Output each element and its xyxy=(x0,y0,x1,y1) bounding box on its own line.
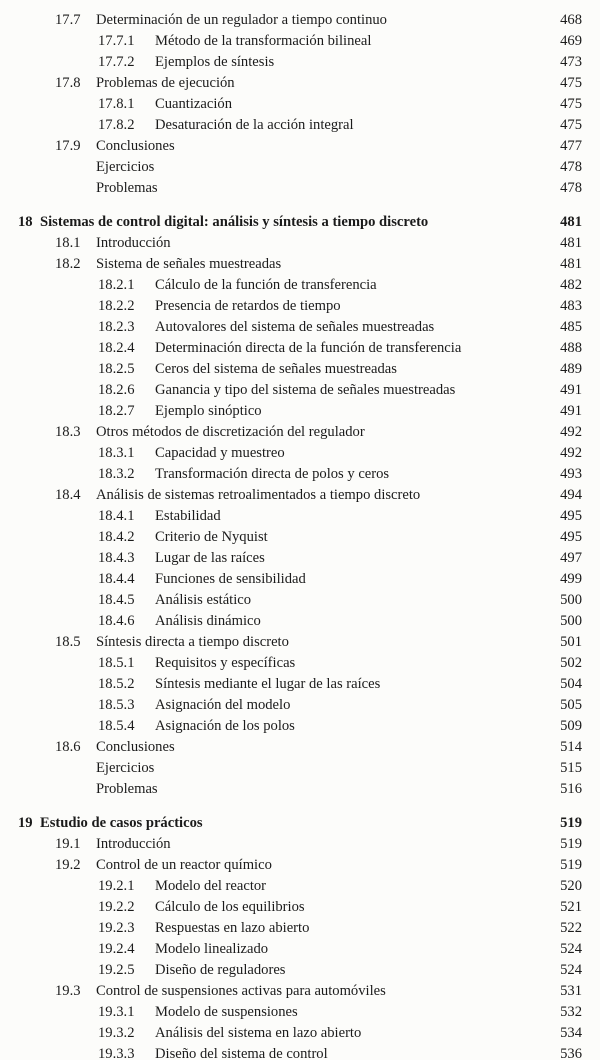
toc-entry xyxy=(18,233,582,254)
entry-number: 19.2.2 xyxy=(98,899,135,915)
entry-page: 524 xyxy=(560,962,582,978)
entry-number: 18.5.2 xyxy=(98,676,135,692)
entry-number: 18.2.6 xyxy=(98,382,135,398)
toc-entry xyxy=(18,653,582,674)
entry-page: 516 xyxy=(560,781,582,797)
toc-entry xyxy=(18,855,582,876)
entry-number: 18.2.4 xyxy=(98,340,135,356)
toc-entry xyxy=(18,611,582,632)
toc-entry xyxy=(18,254,582,275)
entry-page: 481 xyxy=(560,256,582,272)
toc-entry xyxy=(18,73,582,94)
entry-title: Estabilidad xyxy=(155,508,221,524)
entry-page: 514 xyxy=(560,739,582,755)
entry-page: 505 xyxy=(560,697,582,713)
entry-number: 17.8.1 xyxy=(98,96,135,112)
entry-title: Cálculo de la función de transferencia xyxy=(155,277,377,293)
entry-number: 19.3.2 xyxy=(98,1025,135,1041)
entry-title: Cálculo de los equilibrios xyxy=(155,899,305,915)
entry-page: 500 xyxy=(560,613,582,629)
toc-entry xyxy=(18,918,582,939)
entry-number: 18.4.5 xyxy=(98,592,135,608)
entry-title: Conclusiones xyxy=(96,739,175,755)
entry-number: 18.5.1 xyxy=(98,655,135,671)
toc-entry xyxy=(18,779,582,800)
toc-entry xyxy=(18,758,582,779)
toc-entry xyxy=(18,1023,582,1044)
entry-title: Problemas xyxy=(96,781,158,797)
entry-title: Control de un reactor químico xyxy=(96,857,272,873)
entry-page: 522 xyxy=(560,920,582,936)
entry-page: 475 xyxy=(560,117,582,133)
entry-title: Ejercicios xyxy=(96,159,155,175)
entry-page: 524 xyxy=(560,941,582,957)
entry-page: 491 xyxy=(560,382,582,398)
entry-page: 481 xyxy=(560,235,582,251)
toc-entry xyxy=(18,527,582,548)
toc-entry xyxy=(18,157,582,178)
toc-entry xyxy=(18,275,582,296)
entry-page: 495 xyxy=(560,529,582,545)
entry-page: 473 xyxy=(560,54,582,70)
entry-number: 18.3.1 xyxy=(98,445,135,461)
toc-entry xyxy=(18,981,582,1002)
entry-page: 489 xyxy=(560,361,582,377)
entry-page: 504 xyxy=(560,676,582,692)
toc-entry xyxy=(18,380,582,401)
toc-entry xyxy=(18,136,582,157)
entry-number: 18.5.4 xyxy=(98,718,135,734)
entry-number: 17.9 xyxy=(55,138,81,154)
entry-title: Análisis de sistemas retroalimentados a tiempo discreto xyxy=(96,487,421,503)
entry-number: 18.6 xyxy=(55,739,81,755)
table-of-contents xyxy=(18,10,582,1060)
entry-number: 18.3 xyxy=(55,424,81,440)
entry-number: 19.2.4 xyxy=(98,941,135,957)
entry-number: 18.4 xyxy=(55,487,81,503)
entry-page: 520 xyxy=(560,878,582,894)
entry-title: Método de la transformación bilineal xyxy=(155,33,372,49)
toc-entry xyxy=(18,296,582,317)
toc-entry xyxy=(18,876,582,897)
entry-title: Síntesis directa a tiempo discreto xyxy=(96,634,289,650)
entry-title: Determinación de un regulador a tiempo continuo xyxy=(96,12,387,28)
entry-title: Análisis del sistema en lazo abierto xyxy=(155,1025,362,1041)
entry-title: Ejercicios xyxy=(96,760,155,776)
entry-number: 18.2.2 xyxy=(98,298,135,314)
toc-entry xyxy=(18,464,582,485)
entry-number: 18.4.6 xyxy=(98,613,135,629)
entry-number: 19.2.1 xyxy=(98,878,135,894)
entry-title: Problemas de ejecución xyxy=(96,75,235,91)
entry-title: Asignación de los polos xyxy=(155,718,295,734)
entry-page: 519 xyxy=(560,815,582,831)
entry-page: 521 xyxy=(560,899,582,915)
entry-page: 478 xyxy=(560,159,582,175)
entry-title: Ejemplos de síntesis xyxy=(155,54,275,70)
entry-page: 477 xyxy=(560,138,582,154)
toc-entry xyxy=(18,422,582,443)
entry-title: Determinación directa de la función de transferencia xyxy=(155,340,462,356)
entry-number: 18.4.2 xyxy=(98,529,135,545)
entry-number: 19.2.5 xyxy=(98,962,135,978)
entry-number: 17.8 xyxy=(55,75,81,91)
entry-page: 536 xyxy=(560,1046,582,1060)
entry-page: 509 xyxy=(560,718,582,734)
entry-page: 478 xyxy=(560,180,582,196)
toc-entry xyxy=(18,401,582,422)
entry-title: Desaturación de la acción integral xyxy=(155,117,354,133)
entry-title: Conclusiones xyxy=(96,138,175,154)
entry-page: 491 xyxy=(560,403,582,419)
toc-entry xyxy=(18,10,582,31)
entry-page: 534 xyxy=(560,1025,582,1041)
entry-page: 475 xyxy=(560,75,582,91)
entry-page: 495 xyxy=(560,508,582,524)
entry-title: Asignación del modelo xyxy=(155,697,291,713)
entry-title: Síntesis mediante el lugar de las raíces xyxy=(155,676,381,692)
entry-page: 492 xyxy=(560,424,582,440)
toc-entry xyxy=(18,813,582,834)
entry-number: 18.3.2 xyxy=(98,466,135,482)
entry-number: 19.1 xyxy=(55,836,81,852)
entry-page: 515 xyxy=(560,760,582,776)
entry-title: Modelo linealizado xyxy=(155,941,269,957)
entry-number: 19.2 xyxy=(55,857,81,873)
toc-entry xyxy=(18,178,582,199)
entry-number: 18.2.5 xyxy=(98,361,135,377)
entry-number: 19.3.3 xyxy=(98,1046,135,1060)
entry-page: 481 xyxy=(560,214,582,230)
entry-number: 17.7 xyxy=(55,12,81,28)
entry-number: 18 xyxy=(18,214,33,230)
entry-title: Sistema de señales muestreadas xyxy=(96,256,282,272)
entry-page: 500 xyxy=(560,592,582,608)
entry-number: 19.2.3 xyxy=(98,920,135,936)
entry-page: 493 xyxy=(560,466,582,482)
toc-entry xyxy=(18,569,582,590)
entry-page: 499 xyxy=(560,571,582,587)
entry-page: 501 xyxy=(560,634,582,650)
entry-title: Introducción xyxy=(96,836,171,852)
entry-title: Cuantización xyxy=(155,96,232,112)
entry-page: 482 xyxy=(560,277,582,293)
toc-entry xyxy=(18,1044,582,1060)
entry-page: 497 xyxy=(560,550,582,566)
toc-entry xyxy=(18,695,582,716)
toc-entry xyxy=(18,834,582,855)
entry-number: 18.4.3 xyxy=(98,550,135,566)
toc-entry xyxy=(18,443,582,464)
entry-title: Diseño del sistema de control xyxy=(155,1046,328,1060)
entry-title: Análisis estático xyxy=(155,592,252,608)
toc-entry xyxy=(18,939,582,960)
entry-number: 18.2.1 xyxy=(98,277,135,293)
toc-entry xyxy=(18,359,582,380)
entry-number: 18.4.1 xyxy=(98,508,135,524)
entry-title: Control de suspensiones activas para automóviles xyxy=(96,983,386,999)
entry-title: Transformación directa de polos y ceros xyxy=(155,466,390,482)
entry-number: 18.2.3 xyxy=(98,319,135,335)
entry-title: Criterio de Nyquist xyxy=(155,529,268,545)
entry-number: 18.4.4 xyxy=(98,571,135,587)
entry-page: 531 xyxy=(560,983,582,999)
entry-title: Diseño de reguladores xyxy=(155,962,286,978)
toc-entry xyxy=(18,212,582,233)
entry-title: Autovalores del sistema de señales muestreadas xyxy=(155,319,435,335)
entry-title: Problemas xyxy=(96,180,158,196)
toc-entry xyxy=(18,716,582,737)
entry-number: 17.7.1 xyxy=(98,33,135,49)
entry-number: 17.7.2 xyxy=(98,54,135,70)
toc-entry xyxy=(18,590,582,611)
entry-page: 483 xyxy=(560,298,582,314)
entry-page: 492 xyxy=(560,445,582,461)
toc-entry xyxy=(18,31,582,52)
toc-entry xyxy=(18,485,582,506)
entry-number: 19.3 xyxy=(55,983,81,999)
entry-title: Lugar de las raíces xyxy=(155,550,265,566)
toc-entry xyxy=(18,1002,582,1023)
entry-title: Capacidad y muestreo xyxy=(155,445,285,461)
entry-page: 488 xyxy=(560,340,582,356)
entry-page: 475 xyxy=(560,96,582,112)
entry-number: 18.2.7 xyxy=(98,403,135,419)
toc-entry xyxy=(18,338,582,359)
entry-number: 18.1 xyxy=(55,235,81,251)
entry-page: 469 xyxy=(560,33,582,49)
entry-title: Análisis dinámico xyxy=(155,613,261,629)
toc-entry xyxy=(18,632,582,653)
entry-title: Modelo del reactor xyxy=(155,878,267,894)
toc-entry xyxy=(18,506,582,527)
entry-number: 18.2 xyxy=(55,256,81,272)
entry-page: 468 xyxy=(560,12,582,28)
toc-entry xyxy=(18,960,582,981)
entry-number: 19.3.1 xyxy=(98,1004,135,1020)
entry-number: 19 xyxy=(18,815,33,831)
toc-entry xyxy=(18,674,582,695)
entry-page: 485 xyxy=(560,319,582,335)
entry-title: Requisitos y específicas xyxy=(155,655,296,671)
entry-title: Ganancia y tipo del sistema de señales muestreadas xyxy=(155,382,456,398)
entry-title: Ceros del sistema de señales muestreadas xyxy=(155,361,397,377)
toc-entry xyxy=(18,115,582,136)
toc-entry xyxy=(18,317,582,338)
toc-entry xyxy=(18,548,582,569)
entry-title: Sistemas de control digital: análisis y síntesis a tiempo discreto xyxy=(40,214,429,230)
entry-title: Respuestas en lazo abierto xyxy=(155,920,310,936)
entry-page: 532 xyxy=(560,1004,582,1020)
entry-title: Estudio de casos prácticos xyxy=(40,815,203,831)
entry-page: 494 xyxy=(560,487,582,503)
entry-title: Presencia de retardos de tiempo xyxy=(155,298,341,314)
toc-entry xyxy=(18,52,582,73)
entry-page: 519 xyxy=(560,857,582,873)
entry-title: Ejemplo sinóptico xyxy=(155,403,262,419)
toc-entry xyxy=(18,897,582,918)
entry-page: 519 xyxy=(560,836,582,852)
entry-title: Otros métodos de discretización del regulador xyxy=(96,424,365,440)
toc-entry xyxy=(18,737,582,758)
entry-number: 17.8.2 xyxy=(98,117,135,133)
toc-entry xyxy=(18,94,582,115)
entry-number: 18.5.3 xyxy=(98,697,135,713)
entry-title: Funciones de sensibilidad xyxy=(155,571,306,587)
entry-number: 18.5 xyxy=(55,634,81,650)
entry-page: 502 xyxy=(560,655,582,671)
entry-title: Modelo de suspensiones xyxy=(155,1004,298,1020)
entry-title: Introducción xyxy=(96,235,171,251)
